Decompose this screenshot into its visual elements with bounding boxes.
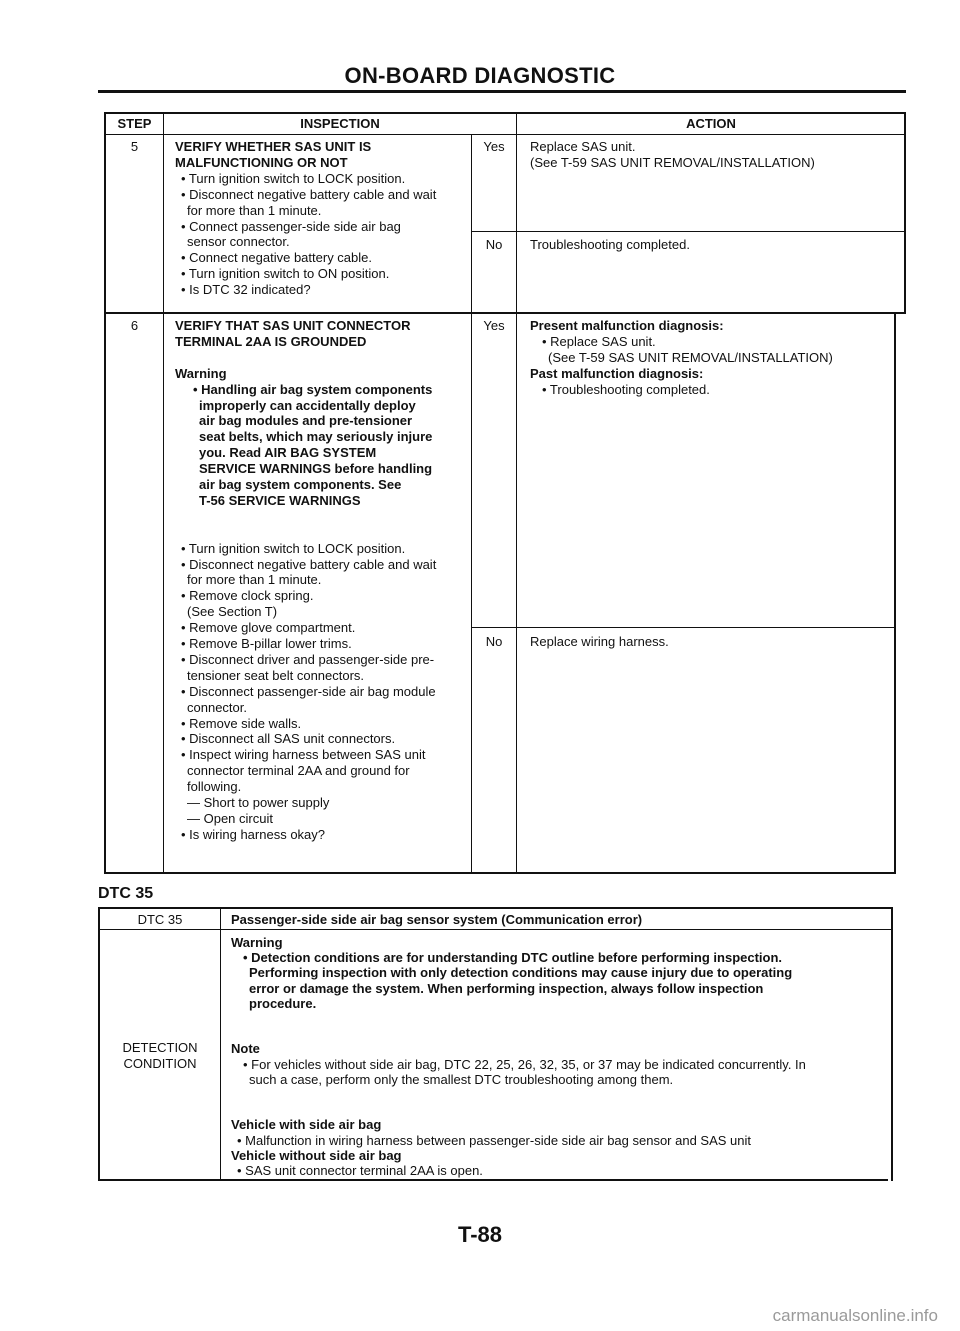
text-line: • Malfunction in wiring harness between passenger-side side air bag sensor and SAS unit xyxy=(237,1132,752,1148)
text-line: air bag modules and pre-tensioner xyxy=(199,413,413,429)
header-row-line xyxy=(104,134,906,135)
dtc-col-line xyxy=(220,907,221,1181)
text-line: such a case, perform only the smallest DTC troubleshooting among them. xyxy=(249,1071,674,1087)
text-line: • Disconnect all SAS unit connectors. xyxy=(181,731,396,747)
header-action: ACTION xyxy=(686,116,736,131)
step-number: 6 xyxy=(130,318,139,333)
dtc-row-title: Passenger-side side air bag sensor system (Communication error) xyxy=(231,912,643,927)
no-label: No xyxy=(485,237,503,252)
page-title: ON-BOARD DIAGNOSTIC xyxy=(344,63,616,88)
header-inspection: INSPECTION xyxy=(300,116,380,131)
no-label: No xyxy=(485,634,503,649)
text-line: tensioner seat belt connectors. xyxy=(187,667,365,683)
text-line: you. Read AIR BAG SYSTEM xyxy=(199,445,377,461)
text-line: VERIFY WHETHER SAS UNIT IS xyxy=(175,139,372,154)
dtc-row-label: DTC 35 xyxy=(137,912,183,927)
text-line: • Connect negative battery cable. xyxy=(181,250,373,266)
text-line: Note xyxy=(231,1041,260,1057)
dtc-border-bottom xyxy=(98,1179,888,1181)
text-line: (See T-59 SAS UNIT REMOVAL/INSTALLATION) xyxy=(548,349,833,365)
header-rule xyxy=(98,90,906,93)
text-line: • Disconnect passenger-side air bag module xyxy=(181,683,436,699)
dtc-header-line xyxy=(98,929,893,930)
text-line: TERMINAL 2AA IS GROUNDED xyxy=(175,333,367,349)
dtc-border-right xyxy=(891,907,893,1181)
text-line: • Is DTC 32 indicated? xyxy=(181,282,311,298)
text-line: Warning xyxy=(231,935,283,950)
step-number: 5 xyxy=(130,139,139,154)
text-line: • SAS unit connector terminal 2AA is open. xyxy=(237,1163,483,1178)
table-border-left xyxy=(104,112,106,874)
text-line: • Disconnect negative battery cable and wait xyxy=(181,186,437,202)
text-line: air bag system components. See xyxy=(199,477,402,492)
col-line-step xyxy=(163,112,164,874)
yes-label: Yes xyxy=(483,139,505,154)
text-line: VERIFY THAT SAS UNIT CONNECTOR xyxy=(175,318,411,333)
text-line: • Turn ignition switch to ON position. xyxy=(181,266,390,282)
text-line: • Turn ignition switch to LOCK position. xyxy=(181,170,406,186)
table-border-right-lower xyxy=(894,312,896,874)
text-line: • Handling air bag system components xyxy=(193,381,433,397)
text-line: • Inspect wiring harness between SAS unit xyxy=(181,747,426,763)
text-line: MALFUNCTIONING OR NOT xyxy=(175,154,348,170)
text-line: • Remove clock spring. xyxy=(181,588,314,604)
text-line: Past malfunction diagnosis: xyxy=(530,365,704,381)
text-line: • Remove glove compartment. xyxy=(181,620,356,636)
text-line: improperly can accidentally deploy xyxy=(199,397,416,413)
text-line: • Troubleshooting completed. xyxy=(542,381,710,397)
text-line: • Turn ignition switch to LOCK position. xyxy=(181,540,406,556)
section-title: DTC 35 xyxy=(98,885,154,902)
text-line: — Short to power supply xyxy=(187,795,330,810)
text-line: • Replace SAS unit. xyxy=(542,333,656,349)
text-line: seat belts, which may seriously injure xyxy=(199,429,433,445)
table-border-bottom xyxy=(104,872,895,874)
dtc-border-top xyxy=(98,907,893,909)
text-line: connector. xyxy=(187,699,247,715)
yes-label: Yes xyxy=(483,318,505,333)
text-line: for more than 1 minute. xyxy=(187,202,322,218)
text-line: • Remove B-pillar lower trims. xyxy=(181,636,352,651)
condition-label: CONDITION xyxy=(123,1056,197,1071)
step5-yes-action-1: Replace SAS unit. xyxy=(530,139,636,154)
text-line: • Remove side walls. xyxy=(181,715,302,731)
text-line: error or damage the system. When performing inspection, always follow inspection xyxy=(249,980,764,996)
text-line: • Disconnect driver and passenger-side pre- xyxy=(181,651,435,667)
step-separator xyxy=(104,312,906,314)
text-line: for more than 1 minute. xyxy=(187,572,322,588)
col-line-action xyxy=(516,112,517,874)
header-step: STEP xyxy=(117,116,152,131)
text-line: following. xyxy=(187,779,242,795)
step6-yesno-separator xyxy=(471,627,896,628)
text-line: connector terminal 2AA and ground for xyxy=(187,763,410,779)
table-border-right-upper xyxy=(904,112,906,312)
text-line: • For vehicles without side air bag, DTC 22, 25, 26, 32, 35, or 37 may be indicated concurrently. In xyxy=(243,1056,806,1072)
text-line: Warning xyxy=(175,365,227,381)
step5-yesno-separator xyxy=(471,231,906,232)
text-line: • Connect passenger-side side air bag xyxy=(181,218,401,234)
text-line: T-56 SERVICE WARNINGS xyxy=(199,492,361,508)
table-border-top xyxy=(104,112,906,114)
text-line: — Open circuit xyxy=(187,810,273,826)
text-line: procedure. xyxy=(249,995,317,1011)
text-line: Present malfunction diagnosis: xyxy=(530,318,724,333)
watermark: carmanualsonline.info xyxy=(772,1306,938,1325)
step5-yes-action-2: (See T-59 SAS UNIT REMOVAL/INSTALLATION) xyxy=(530,155,815,170)
page-number: T-88 xyxy=(457,1222,503,1247)
text-line: (See Section T) xyxy=(187,604,278,620)
text-line: • Is wiring harness okay? xyxy=(181,826,326,842)
step6-no-action: Replace wiring harness. xyxy=(530,634,669,649)
text-line: Vehicle with side air bag xyxy=(231,1117,382,1133)
text-line: SERVICE WARNINGS before handling xyxy=(199,461,433,477)
detection-label: DETECTION xyxy=(122,1040,198,1055)
text-line: • Disconnect negative battery cable and wait xyxy=(181,556,437,572)
text-line: Vehicle without side air bag xyxy=(231,1147,402,1163)
text-line: sensor connector. xyxy=(187,234,290,250)
text-line: • Detection conditions are for understanding DTC outline before performing inspection. xyxy=(243,950,783,966)
text-line: Performing inspection with only detection conditions may cause injury due to operating xyxy=(249,965,793,981)
step5-no-action: Troubleshooting completed. xyxy=(530,237,690,252)
